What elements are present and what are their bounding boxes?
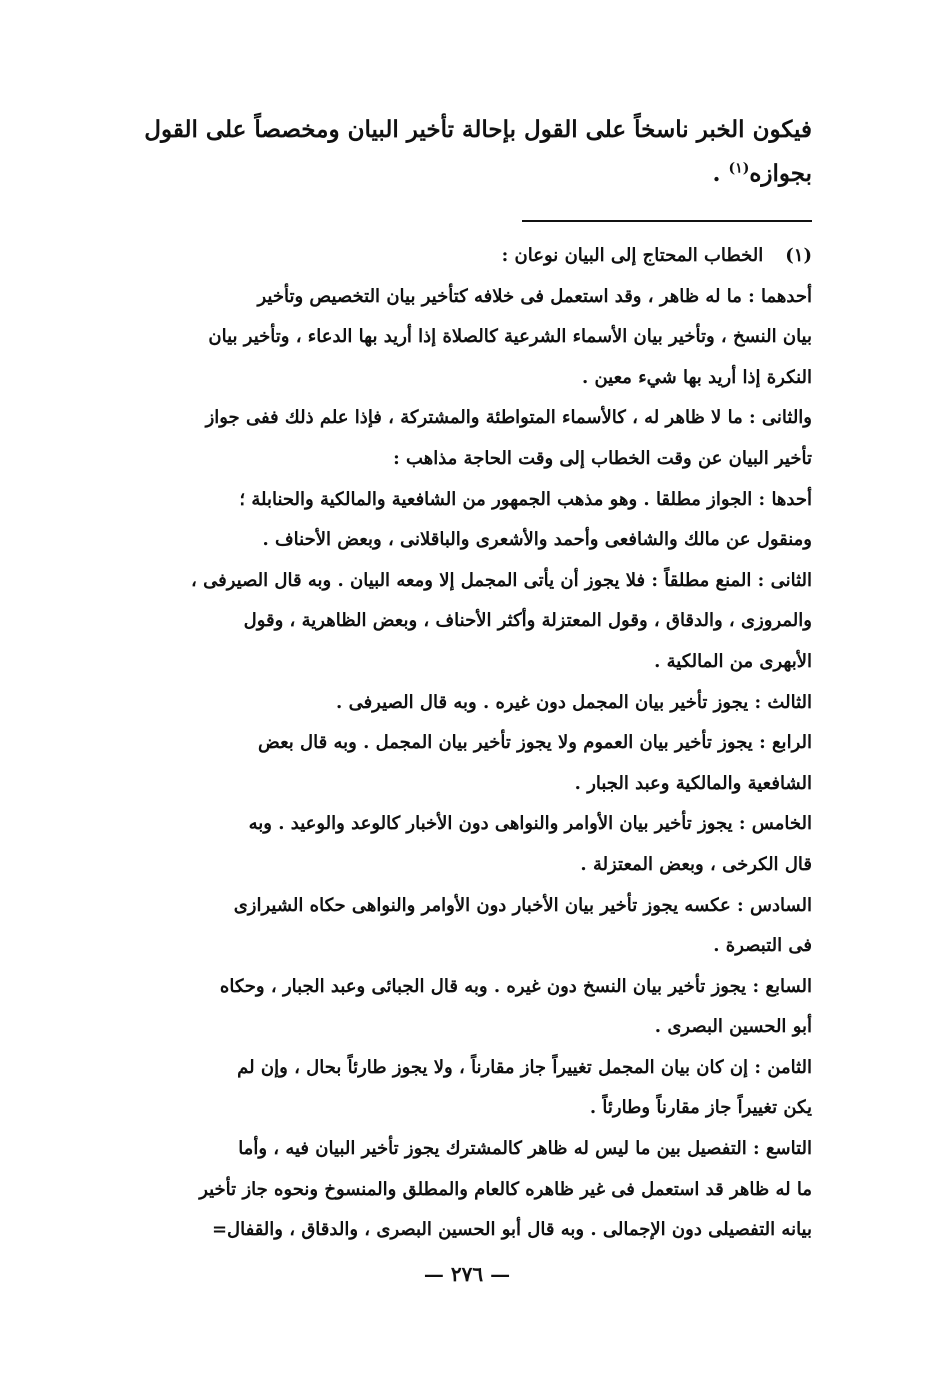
- footnote-line: الثامن : إن كان بيان المجمل تغييراً جاز مقارناً ، ولا يجوز طارئاً بحال ، وإن لم: [237, 1056, 812, 1078]
- footnote-line: بيان النسخ ، وتأخير بيان الأسماء الشرعية كالصلاة إذا أريد بها الدعاء ، وتأخير بيان: [208, 326, 812, 348]
- footnote-heading: الخطاب المحتاج إلى البيان نوعان :: [501, 245, 764, 266]
- footnote-line: بيانه التفصيلى دون الإجمالى . وبه قال أبو الحسين البصرى ، والدقاق ، والقفال=: [211, 1219, 812, 1241]
- footnote-line: الرابع : يجوز تأخير بيان العموم ولا يجوز تأخير بيان المجمل . وبه قال بعض: [258, 732, 812, 754]
- footnote-heading-row: [112, 236, 812, 277]
- footnote-line: الشافعية والمالكية وعبد الجبار .: [574, 772, 812, 794]
- footnote-line: أحدها : الجواز مطلقا . وهو مذهب الجمهور من الشافعية والمالكية والحنابلة ؛: [239, 488, 812, 510]
- footnote-line: ما له ظاهر قد استعمل فى غير ظاهره كالعام والمطلق والمنسوخ ونحوه جاز تأخير: [199, 1178, 812, 1200]
- page-number: — ٢٧٦ —: [423, 1262, 511, 1286]
- footnote-line: أحدهما : ما له ظاهر ، وقد استعمل فى خلافه كتأخير بيان التخصيص وتأخير: [257, 285, 812, 307]
- footnote-line: الأبهرى من المالكية .: [654, 650, 812, 672]
- footnote-line: السادس : عكسه يجوز تأخير بيان الأخبار دون الأوامر والنواهى حكاه الشيرازى: [233, 894, 812, 916]
- footnote-block: [112, 236, 812, 1251]
- main-text: [122, 108, 812, 196]
- footnote-line: أبو الحسين البصرى .: [654, 1016, 812, 1038]
- footnote-line: تأخير البيان عن وقت الخطاب إلى وقت الحاجة مذاهب :: [393, 447, 812, 469]
- footnote-line: النكرة إذا أريد بها شيء معين .: [581, 366, 812, 388]
- footnote-line: يكن تغييراً جاز مقارناً وطارئاً .: [589, 1097, 812, 1119]
- footnote-line: فى التبصرة .: [713, 935, 812, 957]
- footnote-line: التاسع : التفصيل بين ما ليس له ظاهر كالمشترك يجوز تأخير البيان فيه ، وأما: [238, 1138, 812, 1160]
- footnote-line: والمروزى ، والدقاق ، وقول المعتزلة وأكثر الأحناف ، وبعض الظاهرية ، وقول: [243, 610, 812, 632]
- footnote-separator: [522, 220, 812, 222]
- footnote-line: السابع : يجوز تأخير بيان النسخ دون غيره . وبه قال الجبائى وعبد الجبار ، وحكاه: [219, 975, 812, 997]
- footnote-line: الخامس : يجوز تأخير بيان الأوامر والنواهى دون الأخبار كالوعد والوعيد . وبه: [248, 813, 812, 835]
- main-text-line-2: بجوازه: [749, 160, 812, 187]
- footnote-line: قال الكرخى ، وبعض المعتزلة .: [580, 853, 812, 875]
- main-text-line-2-end: .: [712, 160, 729, 187]
- footnote-line: ومنقول عن مالك والشافعى وأحمد والأشعرى والباقلانى ، وبعض الأحناف .: [262, 529, 812, 551]
- footnote-reference[interactable]: (١): [728, 160, 750, 177]
- footnote-line: الثالث : يجوز تأخير بيان المجمل دون غيره . وبه قال الصيرفى .: [336, 691, 812, 713]
- footnote-line: الثانى : المنع مطلقاً : فلا يجوز أن يأتى المجمل إلا ومعه البيان . وبه قال الصيرفى ،: [191, 569, 812, 591]
- main-text-line-1: فيكون الخبر ناسخاً على القول بإحالة تأخير البيان ومخصصاً على القول: [144, 116, 812, 143]
- footnote-marker: (١): [785, 245, 812, 266]
- footnote-line: والثانى : ما لا ظاهر له ، كالأسماء المتواطئة والمشتركة ، فإذا علم ذلك ففى جواز: [205, 407, 812, 429]
